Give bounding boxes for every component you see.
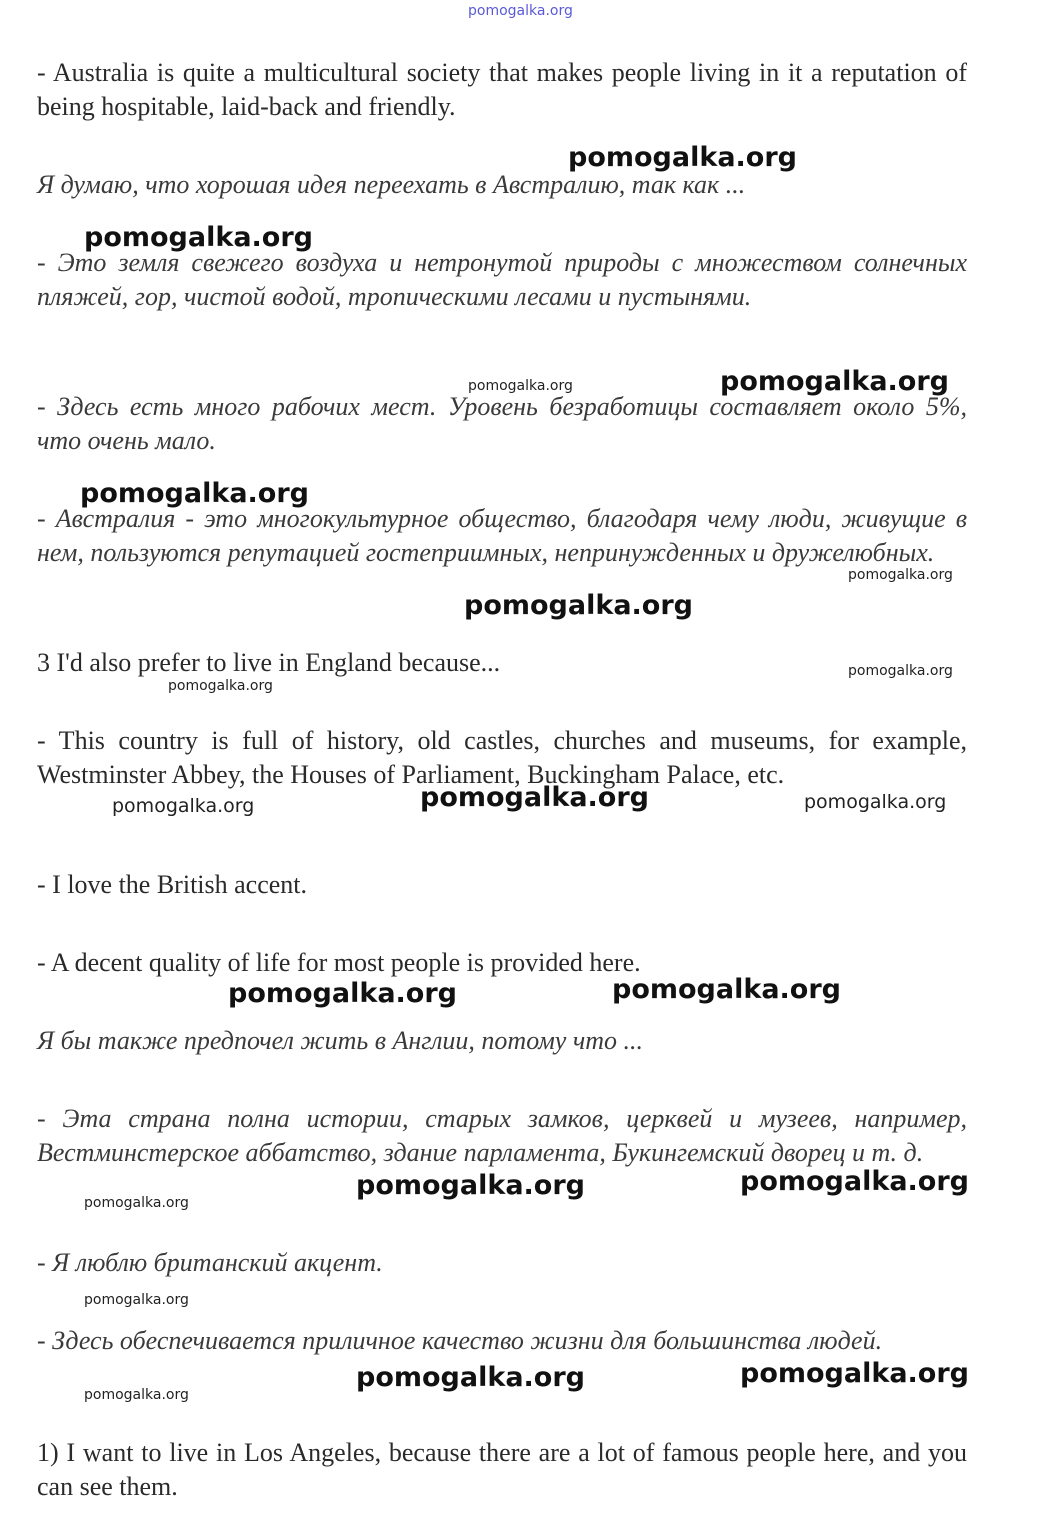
watermark: pomogalka.org bbox=[420, 782, 649, 813]
watermark: pomogalka.org bbox=[740, 1358, 969, 1389]
paragraph-australia-en: - Australia is quite a multicultural society that makes people living in it a reputation of being hospitable, laid-back and friendly. bbox=[37, 58, 967, 121]
watermark: pomogalka.org bbox=[804, 791, 947, 813]
paragraph-england-accent-en: - I love the British accent. bbox=[37, 870, 308, 899]
watermark: pomogalka.org bbox=[84, 222, 313, 253]
watermark: pomogalka.org bbox=[112, 795, 255, 817]
watermark: pomogalka.org bbox=[720, 366, 949, 397]
watermark: pomogalka.org bbox=[740, 1166, 969, 1197]
paragraph-england-ru-accent: - Я люблю британский акцент. bbox=[37, 1248, 383, 1277]
paragraph-england-quality-en: - A decent quality of life for most people is provided here. bbox=[37, 948, 641, 977]
paragraph-australia-ru-society: - Австралия - это многокультурное общество, благодаря чему люди, живущие в нем, пользуются репутацией гостеприимных, непринужденных и дружелюбных. bbox=[37, 504, 967, 567]
watermark: pomogalka.org bbox=[612, 974, 841, 1005]
watermark: pomogalka.org bbox=[464, 590, 693, 621]
watermark: pomogalka.org bbox=[228, 978, 457, 1009]
watermark: pomogalka.org bbox=[568, 142, 797, 173]
watermark: pomogalka.org bbox=[168, 678, 273, 694]
paragraph-england-ru-intro: Я бы также предпочел жить в Англии, потому что ... bbox=[37, 1026, 644, 1055]
paragraph-australia-ru-nature: - Это земля свежего воздуха и нетронутой природы с множеством солнечных пляжей, гор, чистой водой, тропическими лесами и пустынями. bbox=[37, 248, 967, 311]
paragraph-england-ru-quality: - Здесь обеспечивается приличное качество жизни для большинства людей. bbox=[37, 1326, 883, 1355]
watermark: pomogalka.org bbox=[84, 1195, 189, 1211]
paragraph-australia-ru-intro: Я думаю, что хорошая идея переехать в Австралию, так как ... bbox=[37, 170, 746, 199]
watermark: pomogalka.org bbox=[468, 378, 573, 394]
watermark: pomogalka.org bbox=[848, 567, 953, 583]
watermark: pomogalka.org bbox=[848, 663, 953, 679]
watermark: pomogalka.org bbox=[356, 1362, 585, 1393]
paragraph-australia-ru-jobs: - Здесь есть много рабочих мест. Уровень безработицы составляет около 5%, что очень мало. bbox=[37, 392, 967, 455]
watermark: pomogalka.org bbox=[84, 1387, 189, 1403]
paragraph-los-angeles-en: 1) I want to live in Los Angeles, because there are a lot of famous people here, and you can see them. bbox=[37, 1438, 967, 1501]
watermark: pomogalka.org bbox=[356, 1170, 585, 1201]
paragraph-england-intro-en: 3 I'd also prefer to live in England because... bbox=[37, 648, 501, 677]
paragraph-england-history-en: - This country is full of history, old castles, churches and museums, for example, Westminster Abbey, the Houses of Parliament, Buckingham Palace, etc. bbox=[37, 726, 967, 789]
site-header-watermark: pomogalka.org bbox=[468, 3, 573, 19]
paragraph-england-ru-history: - Эта страна полна истории, старых замков, церквей и музеев, например, Вестминстерское аббатство, здание парламента, Букингемский дворец и т. д. bbox=[37, 1104, 967, 1167]
watermark: pomogalka.org bbox=[84, 1292, 189, 1308]
watermark: pomogalka.org bbox=[80, 478, 309, 509]
